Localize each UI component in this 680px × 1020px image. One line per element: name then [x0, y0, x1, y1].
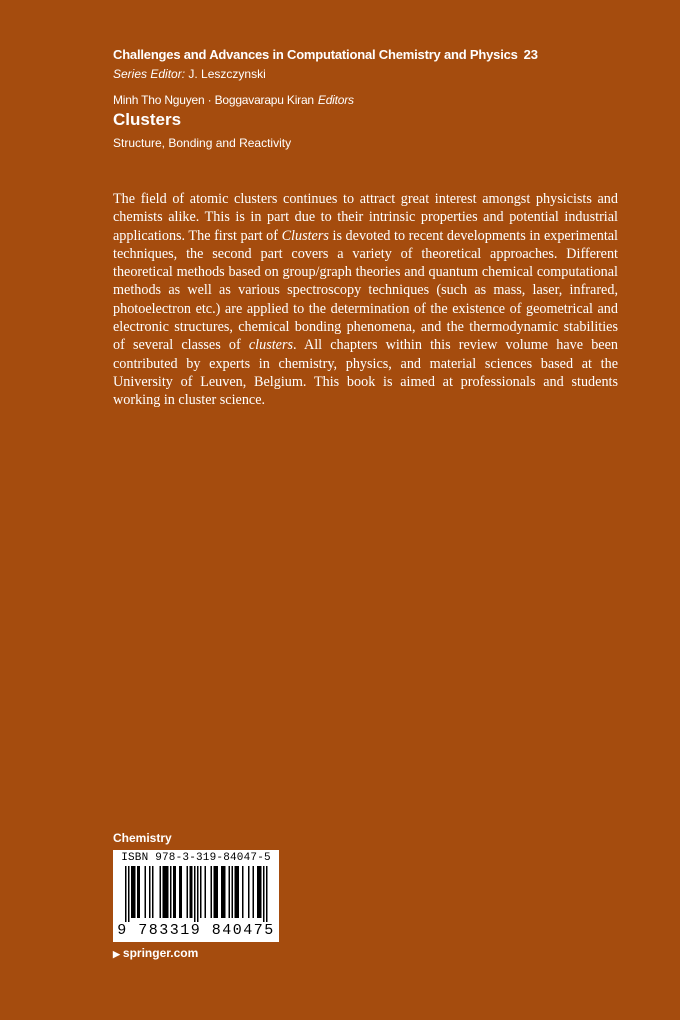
barcode-bars: [117, 866, 275, 922]
barcode-bar: [152, 866, 154, 918]
book-subtitle: Structure, Bonding and Reactivity: [113, 136, 292, 150]
barcode-bar: [149, 866, 151, 918]
website-text: springer.com: [122, 946, 199, 960]
barcode-bar: [260, 866, 262, 918]
series-editor: [113, 66, 633, 82]
barcode-bar: [242, 866, 244, 918]
barcode-bar: [173, 866, 175, 918]
barcode-bar: [128, 866, 130, 922]
barcode-bar: [163, 866, 165, 918]
barcode-bar: [253, 866, 255, 918]
header: [113, 46, 633, 151]
barcode-bar: [167, 866, 169, 918]
barcode-bar: [221, 866, 223, 918]
barcode-bar: [215, 866, 217, 918]
blurb-text-3: . All chapters within this review volume have been contributed by experts in chemistry, physics, and material sciences based at the University of Leuven, Belgium. This book is aimed at professionals and students working in cluster science.: [113, 337, 618, 409]
barcode-bar: [145, 866, 147, 918]
barcode-bar: [259, 866, 261, 918]
barcode-bar: [263, 866, 265, 922]
description-blurb: [113, 190, 618, 410]
barcode-bar: [133, 866, 135, 918]
barcode-bar: [166, 866, 168, 918]
ean-digits: 9 783319 840475: [117, 922, 275, 939]
barcode: [113, 850, 279, 942]
barcode-bar: [236, 866, 238, 918]
barcode-bar: [217, 866, 219, 918]
barcode-bar: [194, 866, 196, 922]
editors-label: Editors: [317, 93, 354, 107]
barcode-bar: [197, 866, 199, 922]
barcode-bar: [139, 866, 141, 918]
barcode-bar: [170, 866, 172, 918]
barcode-bar: [131, 866, 133, 918]
series-editor-name: J. Leszczynski: [188, 67, 266, 81]
barcode-bar: [232, 866, 234, 918]
play-arrow-icon: ▶: [113, 949, 120, 959]
barcode-bar: [223, 866, 225, 918]
barcode-bar: [205, 866, 207, 918]
barcode-bar: [164, 866, 166, 918]
barcode-bar: [175, 866, 177, 918]
blurb-text-1: The field of atomic clusters continues to attract great interest amongst physicists and chemists alike. This is in part due to their intrinsic properties and potential industrial applications. The first part of: [113, 191, 618, 244]
series-editor-label: Series Editor:: [113, 67, 186, 81]
barcode-bar: [187, 866, 189, 918]
blurb-italic-1: Clusters: [281, 227, 329, 244]
barcode-bar: [134, 866, 136, 918]
barcode-bar: [257, 866, 259, 918]
series-title-text: Challenges and Advances in Computational Chemistry and Physics: [113, 47, 518, 62]
barcode-bar: [160, 866, 162, 918]
barcode-bar: [224, 866, 226, 918]
category-label: Chemistry: [113, 831, 172, 845]
barcode-bar: [181, 866, 183, 918]
barcode-bar: [238, 866, 240, 918]
barcode-bar: [235, 866, 237, 918]
barcode-bar: [190, 866, 192, 918]
barcode-bar: [214, 866, 216, 918]
isbn-text: ISBN 978-3-319-84047-5: [121, 852, 271, 864]
blurb-text-2: is devoted to recent developments in experimental techniques, the second part covers a variety of theoretical approaches. Different theoretical methods based on group/graph theories and quantum chemical computational methods as well as various spectroscopy techniques (such as mass, laser, infrared, photoelectron etc.) are applied to the determination of the existence of geometrical and electronic structures, chemical bonding phenomena, and the thermodynamic stabilities of several classes of: [113, 227, 618, 354]
barcode-bar: [191, 866, 193, 918]
barcode-bar: [248, 866, 250, 918]
barcode-bar: [211, 866, 213, 918]
website-link[interactable]: [113, 946, 198, 960]
series-number: 23: [523, 47, 538, 62]
barcode-bar: [125, 866, 127, 922]
barcode-bar: [229, 866, 231, 918]
barcode-bar: [266, 866, 268, 922]
series-title: [113, 46, 633, 64]
book-title: Clusters: [113, 110, 182, 129]
barcode-bar: [179, 866, 181, 918]
barcode-bar: [200, 866, 202, 918]
editors-names: Minh Tho Nguyen · Boggavarapu Kiran: [113, 93, 314, 107]
blurb-italic-2: clusters: [248, 337, 294, 354]
editors: [113, 92, 633, 108]
barcode-bar: [137, 866, 139, 918]
